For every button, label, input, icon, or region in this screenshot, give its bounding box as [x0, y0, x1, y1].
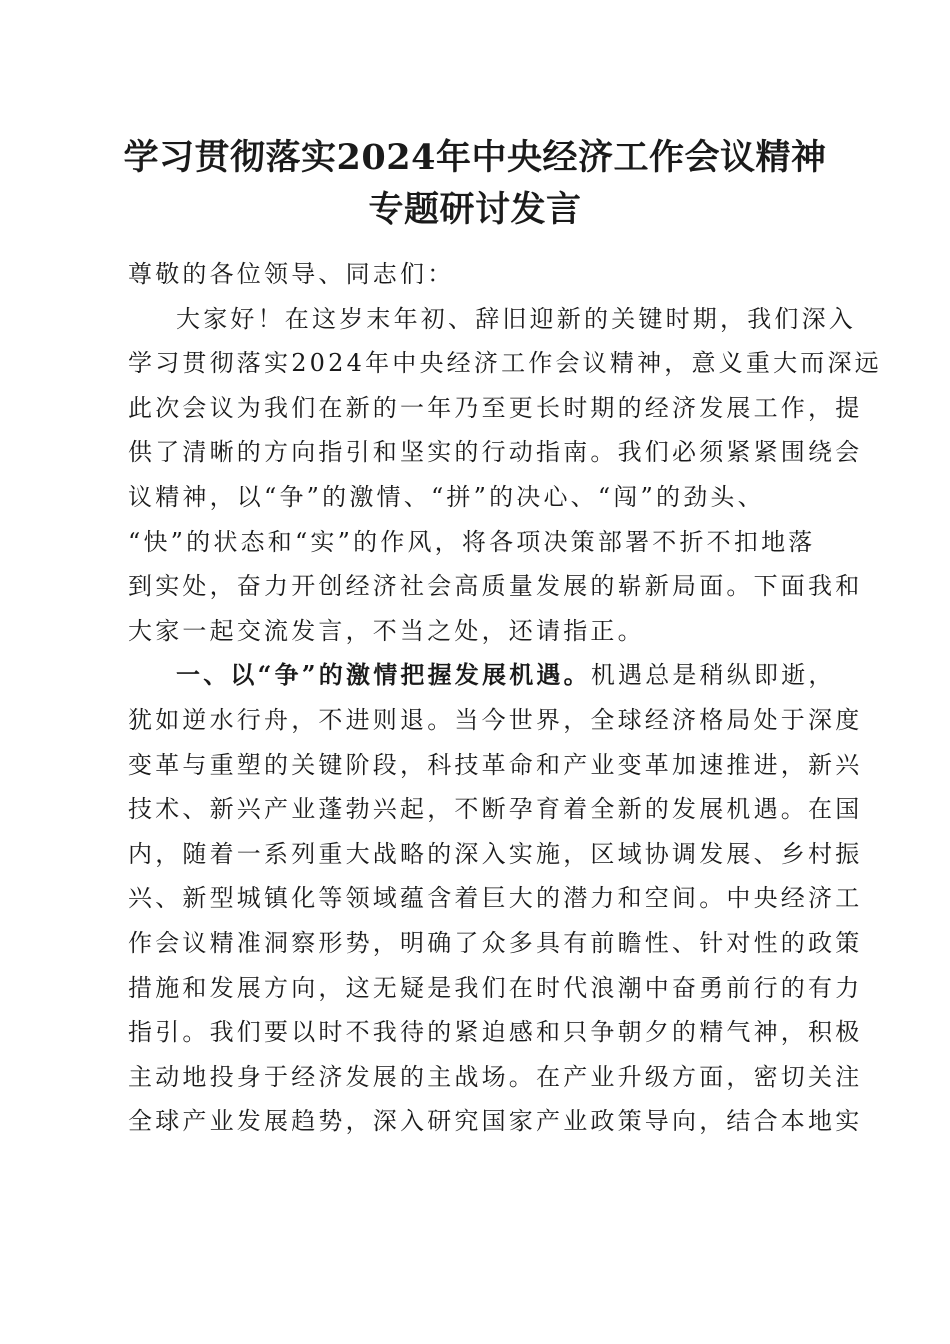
title-line-1: 学习贯彻落实2024年中央经济工作会议精神	[123, 137, 827, 178]
section-1-line: 兴、新型城镇化等领域蕴含着巨大的潜力和空间。中央经济工	[128, 884, 863, 913]
section-1-line: 技术、新兴产业蓬勃兴起，不断孕育着全新的发展机遇。在国	[128, 795, 863, 824]
intro-line: 大家一起交流发言，不当之处，还请指正。	[128, 616, 645, 645]
section-1-first-line	[128, 653, 836, 698]
section-1-line: 犹如逆水行舟，不进则退。当今世界，全球经济格局处于深度	[128, 705, 863, 734]
intro-line: 议精神，以“争”的激情、“拼”的决心、“闯”的劲头、	[128, 482, 765, 511]
section-1-line: 内，随着一系列重大战略的深入实施，区域协调发展、乡村振	[128, 839, 863, 868]
intro-line: 供了清晰的方向指引和坚实的行动指南。我们必须紧紧围绕会	[128, 438, 863, 467]
title-line-2: 专题研讨发言	[368, 189, 582, 230]
intro-line: 到实处，奋力开创经济社会高质量发展的崭新局面。下面我和	[128, 572, 863, 601]
intro-line: 学习贯彻落实2024年中央经济工作会议精神，意义重大而深远	[128, 349, 882, 378]
salutation: 尊敬的各位领导、同志们：	[128, 260, 455, 288]
intro-line: 此次会议为我们在新的一年乃至更长时期的经济发展工作，提	[128, 393, 863, 422]
section-1-line: 指引。我们要以时不我待的紧迫感和只争朝夕的精气神，积极	[128, 1018, 863, 1047]
section-1-line: 变革与重塑的关键阶段，科技革命和产业变革加速推进，新兴	[128, 750, 863, 779]
document-body	[128, 252, 882, 1144]
section-1-line: 主动地投身于经济发展的主战场。在产业升级方面，密切关注	[128, 1062, 863, 1091]
section-1-line: 措施和发展方向，这无疑是我们在时代浪潮中奋勇前行的有力	[128, 973, 863, 1002]
section-1-line: 全球产业发展趋势，深入研究国家产业政策导向，结合本地实	[128, 1107, 863, 1136]
section-1-line: 作会议精准洞察形势，明确了众多具有前瞻性、针对性的政策	[128, 928, 863, 957]
intro-line: 大家好！在这岁末年初、辞旧迎新的关键时期，我们深入	[176, 304, 856, 333]
intro-line: “快”的状态和“实”的作风，将各项决策部署不折不扣地落	[128, 527, 816, 556]
document-title	[100, 132, 850, 236]
section-1-heading: 一、以“争”的激情把握发展机遇。	[176, 660, 591, 690]
section-1-first-line-text: 机遇总是稍纵即逝，	[590, 661, 836, 690]
